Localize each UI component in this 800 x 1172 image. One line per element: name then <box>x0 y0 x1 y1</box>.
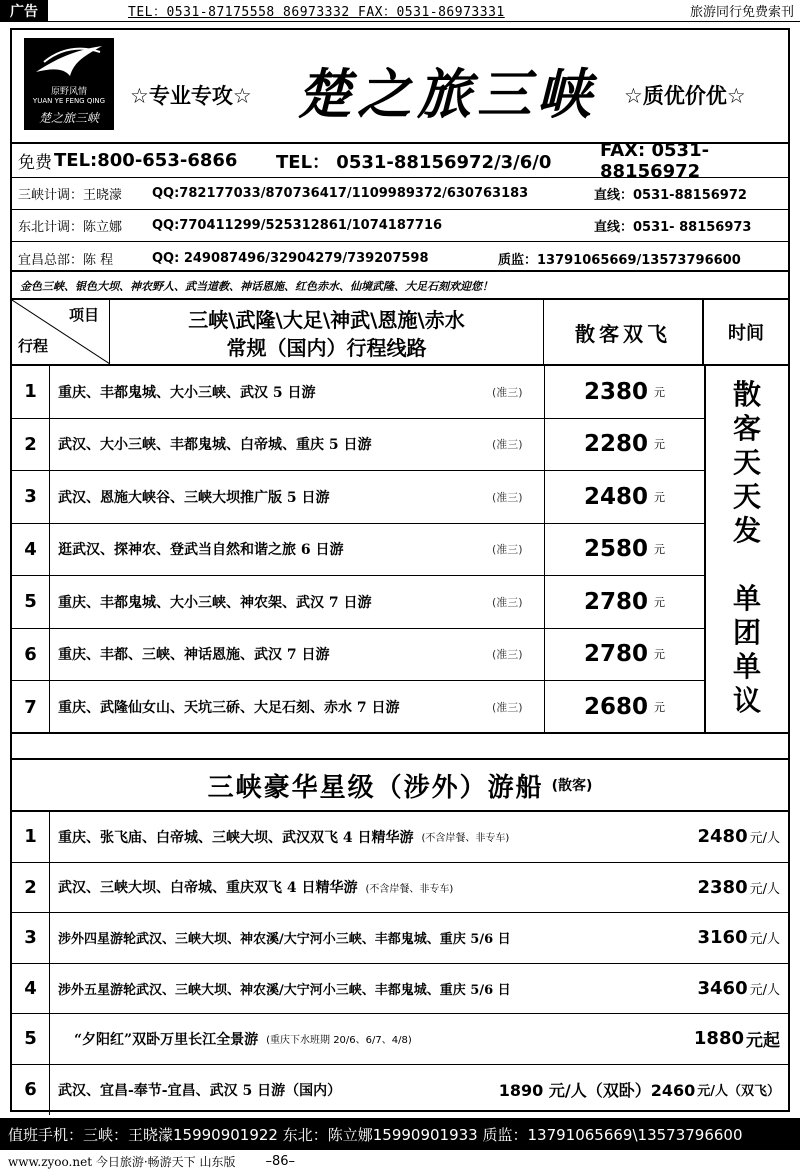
contact-extra: 质监：13791065669/13573796600 <box>498 252 741 268</box>
contact-extra: 直线：0531-88156972 <box>594 188 747 203</box>
route-name: 涉外五星游轮武汉、三峡大坝、神农溪/大宁河小三峡、丰都鬼城、重庆 5/6 日 <box>58 982 511 998</box>
price-cell <box>694 1014 780 1064</box>
price-value: 2280 <box>583 431 648 458</box>
table-row <box>12 812 788 863</box>
contact-label: 宜昌总部：陈 程 <box>18 252 114 268</box>
price-unit: 元 <box>654 438 665 452</box>
time-char: 单 <box>732 650 761 683</box>
route-text <box>58 812 509 862</box>
row-number: 5 <box>12 576 50 628</box>
table-row <box>12 576 704 629</box>
price-unit: 元 <box>654 543 665 557</box>
table-row <box>12 681 704 734</box>
time-char: 客 <box>732 412 761 445</box>
contact-row <box>12 210 788 242</box>
top-right-text: 旅游同行免费索刊 <box>689 5 794 20</box>
contact-block <box>12 139 788 272</box>
price-value: 3160 <box>697 927 748 949</box>
fax-number: FAX: 0531-88156972 <box>600 139 710 182</box>
price-unit: 元/人 <box>749 932 780 948</box>
route-name: 涉外四星游轮武汉、三峡大坝、神农溪/大宁河小三峡、丰都鬼城、重庆 5/6 日 <box>58 932 511 948</box>
row-number: 6 <box>12 629 50 681</box>
price-value: 1880 <box>693 1028 744 1050</box>
price-unit: 元 <box>654 648 665 662</box>
row-number: 6 <box>12 1065 50 1116</box>
routes-table-header <box>12 300 788 366</box>
price-value: 2780 <box>583 641 648 668</box>
row-number: 1 <box>12 366 50 418</box>
price-cell <box>544 524 704 576</box>
row-number: 4 <box>12 964 50 1014</box>
route-name: 武汉、三峡大坝、白帝城、重庆双飞 4 日精华游 <box>58 880 358 897</box>
route-header <box>110 300 544 364</box>
route-note: (不含岸餐、非专车) <box>365 883 454 895</box>
contact-qq: QQ: 249087496/32904279/739207598 <box>152 250 429 266</box>
price-unit: 元 <box>654 701 665 715</box>
corner-top-label: 项目 <box>68 306 99 324</box>
logo-text-en: YUAN YE FENG QING <box>32 97 106 105</box>
price-unit: 元 <box>654 595 665 609</box>
price-cell <box>698 863 781 913</box>
route-note: (重庆下水班期 20/6、6/7、4/8) <box>266 1035 412 1047</box>
price-cell <box>544 471 704 523</box>
grade-text: (准三) <box>492 543 523 557</box>
logo-script: 楚之旅三峡 <box>38 111 99 125</box>
time-char: 议 <box>732 684 761 717</box>
table-row <box>12 964 788 1015</box>
slogan-left: ☆专业专攻☆ <box>130 84 252 108</box>
advert-frame <box>10 28 790 1112</box>
footer <box>0 1150 800 1172</box>
route-text: 重庆、武隆仙女山、天坑三硚、大足石刻、赤水 7 日游 <box>58 700 400 717</box>
price-value: 2380 <box>583 378 648 405</box>
route-header-line2: 常规（国内）行程线路 <box>226 336 427 360</box>
grade-text: (准三) <box>492 701 523 715</box>
price-cell <box>544 366 704 418</box>
hotline-label: 免费 <box>18 153 52 173</box>
price-unit: 元 <box>654 490 665 504</box>
price-unit: 元/人 <box>749 982 780 998</box>
route-text: 重庆、丰都鬼城、大小三峡、武汉 5 日游 <box>58 384 316 401</box>
cruise-title-note: (散客) <box>551 778 593 794</box>
route-name: “夕阳红”双卧万里长江全景游 <box>74 1031 259 1048</box>
route-text: 武汉、恩施大峡谷、三峡大坝推广版 5 日游 <box>58 489 330 506</box>
ad-label: 广告 <box>0 0 48 22</box>
swallow-icon <box>34 42 104 82</box>
table-row <box>12 863 788 914</box>
table-row <box>12 1014 788 1065</box>
table-row <box>12 366 704 419</box>
route-text: 逛武汉、探神农、登武当自然和谐之旅 6 日游 <box>58 542 344 559</box>
price-cell <box>698 913 781 963</box>
diagonal-header-cell <box>12 300 110 364</box>
logo-text-cn: 原野风情 <box>50 87 87 97</box>
price-value: 2480 <box>697 826 748 848</box>
table-row <box>12 419 704 472</box>
row-number: 5 <box>12 1014 50 1064</box>
table-row <box>12 524 704 577</box>
grade-text: (准三) <box>492 438 523 452</box>
price-value: 2780 <box>583 588 648 615</box>
brand-title: 楚之旅三峡 <box>297 62 597 126</box>
tagline: 金色三峡、银色大坝、神农野人、武当道教、神话恩施、红色赤水、仙境武隆、大足石刻欢迎您！ <box>20 280 493 293</box>
contact-qq: QQ:782177033/870736417/1109989372/630763183 <box>152 186 529 201</box>
route-text <box>58 964 511 1014</box>
grade-text: (准三) <box>492 490 523 504</box>
price-cell <box>544 681 704 734</box>
top-contact: TEL：0531-87175558 86973332 FAX：0531-86973331 <box>128 5 505 20</box>
price-value: 2580 <box>583 536 648 563</box>
cruise-table-title <box>12 760 788 812</box>
route-text: 重庆、丰都鬼城、大小三峡、神农架、武汉 7 日游 <box>58 594 372 611</box>
price-cell <box>499 1065 780 1116</box>
price-unit: 元 <box>654 385 665 399</box>
time-char: 团 <box>732 616 761 649</box>
row-number: 7 <box>12 681 50 734</box>
price-cell <box>544 629 704 681</box>
time-char: 单 <box>732 582 761 615</box>
hotline-row <box>12 139 788 182</box>
corner-bottom-label: 行程 <box>18 337 49 355</box>
contact-label: 三峡计调：王晓濛 <box>18 188 123 203</box>
contact-label: 东北计调：陈立娜 <box>18 220 123 235</box>
route-text: 武汉、大小三峡、丰都鬼城、白帝城、重庆 5 日游 <box>58 437 372 454</box>
cruise-table <box>12 758 788 1114</box>
row-number: 1 <box>12 812 50 862</box>
routes-table <box>12 298 788 734</box>
time-char: 天 <box>732 446 761 479</box>
price-unit: 元/人 <box>749 881 780 897</box>
price-unit: 元/人 <box>749 831 780 847</box>
price-value: 2380 <box>697 876 748 898</box>
route-text <box>58 863 453 913</box>
time-char: 散 <box>732 378 761 411</box>
cruise-title: 三峡豪华星级（涉外）游船 <box>207 772 544 803</box>
hotline-number: TEL:800-653-6866 <box>54 150 238 171</box>
route-header-line1: 三峡\武隆\大足\神武\恩施\赤水 <box>188 308 465 332</box>
price-value: 2680 <box>583 694 648 721</box>
row-number: 3 <box>12 913 50 963</box>
price-value: 3460 <box>697 977 748 999</box>
row-number: 2 <box>12 419 50 471</box>
route-text <box>58 913 511 963</box>
price-cell <box>698 812 781 862</box>
row-number: 3 <box>12 471 50 523</box>
contact-row <box>12 178 788 210</box>
time-char: 发 <box>732 514 761 547</box>
row-number: 2 <box>12 863 50 913</box>
price-cell <box>698 964 781 1014</box>
route-note: (不含岸餐、非专车) <box>421 833 510 845</box>
price-unit: 元起 <box>746 1031 780 1052</box>
footer-site: www.zyoo.net 今日旅游·畅游天下 山东版 <box>8 1154 236 1169</box>
table-row <box>12 913 788 964</box>
route-text: 重庆、丰都、三峡、神话恩施、武汉 7 日游 <box>58 647 330 664</box>
row-number: 4 <box>12 524 50 576</box>
page-number: –86– <box>265 1153 296 1169</box>
table-row <box>12 471 704 524</box>
header <box>12 30 788 142</box>
price-cell <box>544 576 704 628</box>
slogan-right: ☆质优价优☆ <box>624 84 746 108</box>
top-ad-bar <box>0 0 800 22</box>
route-text <box>74 1014 412 1064</box>
price-value: 1890 元/人（双卧）2460 <box>498 1081 696 1101</box>
price-value: 2480 <box>583 483 648 510</box>
departure-time-column <box>704 366 788 734</box>
time-char: 天 <box>732 480 761 513</box>
grade-text: (准三) <box>492 648 523 662</box>
route-name: 武汉、宜昌-奉节-宜昌、武汉 5 日游（国内） <box>58 1082 342 1099</box>
duty-phone-bar: 值班手机：三峡：王晓濛15990901922 东北：陈立娜15990901933 质监：13791065669\13573796600 <box>0 1118 800 1150</box>
brand-logo <box>24 38 114 130</box>
tel-numbers: TEL： 0531-88156972/3/6/0 <box>276 151 552 173</box>
time-header: 时间 <box>728 323 764 344</box>
table-row <box>12 1065 788 1116</box>
contact-row <box>12 242 788 274</box>
route-text <box>58 1065 341 1116</box>
price-unit: 元/人（双飞） <box>697 1084 780 1100</box>
contact-qq: QQ:770411299/525312861/1074187716 <box>152 218 443 233</box>
table-row <box>12 629 704 682</box>
grade-text: (准三) <box>492 385 523 399</box>
contact-extra: 直线：0531- 88156973 <box>594 220 752 235</box>
route-name: 重庆、张飞庙、白帝城、三峡大坝、武汉双飞 4 日精华游 <box>58 829 414 846</box>
grade-text: (准三) <box>492 595 523 609</box>
price-cell <box>544 419 704 471</box>
price-header: 散客双飞 <box>544 300 704 364</box>
